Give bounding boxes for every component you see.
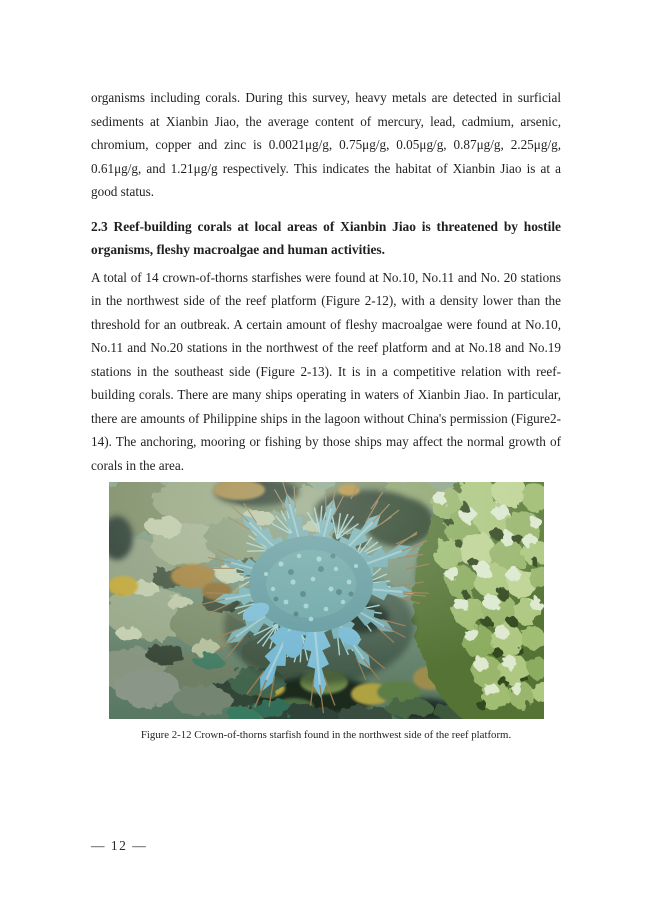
document-body xyxy=(91,86,561,742)
reef-photo-illustration xyxy=(109,482,544,719)
figure-caption: Figure 2-12 Crown-of-thorns starfish found in the northwest side of the reef platform. xyxy=(140,729,512,741)
paragraph-reef-threats: A total of 14 crown-of-thorns starfishes were found at No.10, No.11 and No. 20 stations in the northwest side of the reef platform (Figure 2-12), with a density lower than the threshold for an outbreak. A certain amount of fleshy macroalgae were found at No.10, No.11 and No.20 stations in the northwest of the reef platform and at No.18 and No.19 stations in the southeast side (Figure 2-13). It is in a competitive relation with reef-building corals. There are many ships operating in waters of Xianbin Jiao. In particular, there are amounts of Philippine ships in the lagoon without China's permission (Figure2-14). The anchoring, mooring or fishing by those ships may affect the normal growth of corals in the area. xyxy=(91,269,561,473)
section-heading-2-3: 2.3 Reef-building corals at local areas of Xianbin Jiao is threatened by hostile organisms, fleshy macroalgae and human activities. xyxy=(91,218,561,257)
figure-2-12 xyxy=(91,482,561,742)
page-number-footer: — 12 — xyxy=(91,838,148,853)
reef-photo xyxy=(109,482,544,719)
paragraph-heavy-metals: organisms including corals. During this survey, heavy metals are detected in surficial sediments at Xianbin Jiao, the average content of mercury, lead, cadmium, arsenic, chromium, copper and zinc is 0.0021μg/g, 0.75μg/g, 0.05μg/g, 0.87μg/g, 2.25μg/g, 0.61μg/g, and 1.21μg/g respectively. This indicates the habitat of Xianbin Jiao is at a good status. xyxy=(91,90,561,199)
